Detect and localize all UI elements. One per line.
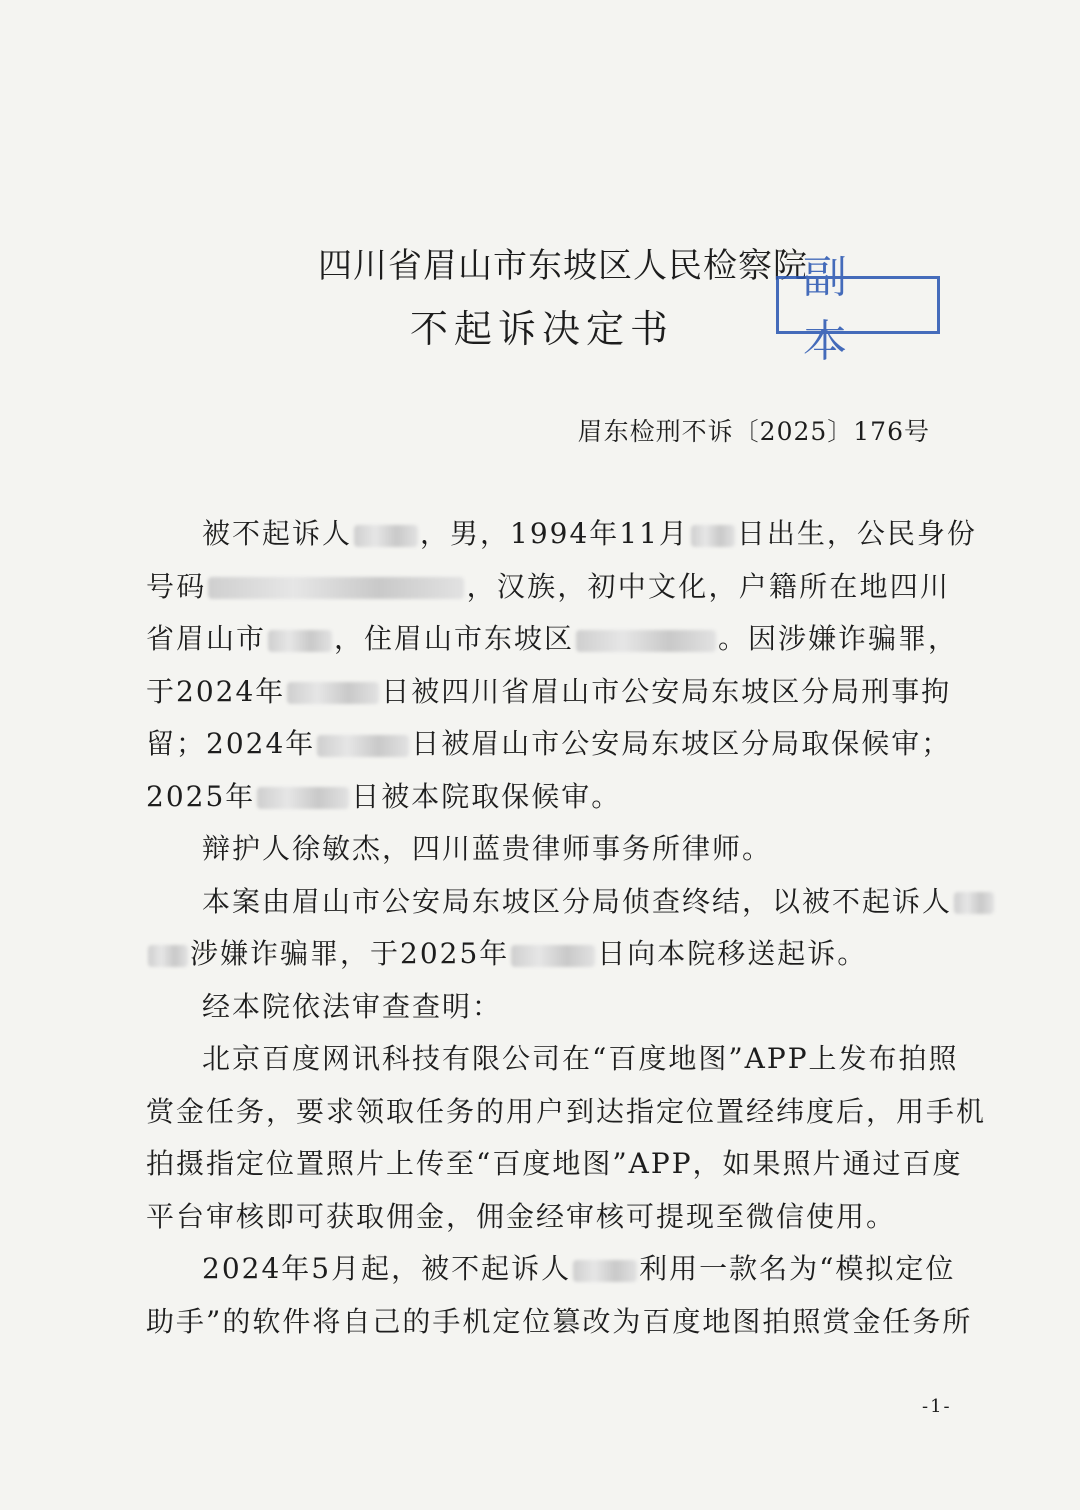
text-segment: 被不起诉人 <box>202 517 353 550</box>
text-line <box>146 613 959 666</box>
redacted-text <box>511 945 595 967</box>
text-line <box>146 823 950 876</box>
text-line <box>146 928 950 981</box>
redacted-text <box>257 787 349 809</box>
text-segment: ，男，1994年11月 <box>420 517 689 550</box>
document-body <box>146 508 987 1348</box>
text-segment: 2024年5月起，被不起诉人 <box>202 1252 572 1285</box>
text-segment: 日被四川省眉山市公安局东坡区分局刑事拘 <box>381 674 952 708</box>
text-segment: 日被眉山市公安局东坡区分局取保候审； <box>411 727 952 760</box>
redacted-text <box>287 682 379 704</box>
text-segment: 于2024年 <box>146 674 286 708</box>
text-line <box>146 981 950 1034</box>
text-line <box>146 561 950 614</box>
text-segment: 经本院依法审查查明： <box>202 989 503 1023</box>
paragraph <box>146 1243 973 1348</box>
text-segment: 号码 <box>146 569 207 603</box>
document-title: 不起诉决定书 <box>410 307 675 351</box>
text-segment: 本案由眉山市公安局东坡区分局侦查终结，以被不起诉人 <box>202 884 953 918</box>
redacted-text <box>691 525 735 547</box>
organization-title: 四川省眉山市东坡区人民检察院 <box>318 246 808 286</box>
text-segment: 利用一款名为“模拟定位 <box>639 1252 956 1285</box>
text-line <box>146 1191 950 1244</box>
redacted-text <box>268 630 332 652</box>
text-segment: 日被本院取保候审。 <box>351 779 622 813</box>
redacted-text <box>954 892 994 914</box>
text-segment: 日出生，公民身份 <box>736 517 977 550</box>
redacted-text <box>208 577 464 599</box>
document-number: 眉东检刑不诉〔2025〕176号 <box>577 417 930 446</box>
paragraph <box>146 876 953 981</box>
redacted-text <box>317 735 409 757</box>
text-line <box>146 666 950 719</box>
text-line <box>146 1086 987 1139</box>
text-line <box>146 1033 959 1086</box>
text-segment: 赏金任务，要求领取任务的用户到达指定位置经纬度后，用手机 <box>146 1094 987 1128</box>
text-segment: 北京百度网讯科技有限公司在“百度地图”APP上发布拍照 <box>202 1042 959 1075</box>
text-segment: 助手”的软件将自己的手机定位篡改为百度地图拍照赏金任务所 <box>146 1304 973 1338</box>
copy-stamp: 副本 <box>776 276 940 334</box>
paragraph <box>146 1033 987 1243</box>
text-segment: 留；2024年 <box>146 727 316 760</box>
redacted-text <box>148 945 188 967</box>
text-segment: 涉嫌诈骗罪，于2025年 <box>190 937 510 970</box>
text-segment: ，住眉山市东坡区 <box>334 622 575 655</box>
redacted-text <box>354 525 418 547</box>
redacted-text <box>573 1260 637 1282</box>
page-number: -1- <box>922 1396 952 1417</box>
redacted-text <box>576 630 716 652</box>
text-segment: 2025年 <box>146 779 256 813</box>
text-line <box>146 508 977 561</box>
text-line <box>146 718 950 771</box>
paragraph <box>146 823 950 876</box>
text-segment: ，汉族，初中文化，户籍所在地四川 <box>466 569 950 603</box>
paragraph <box>146 981 950 1034</box>
text-segment: 日向本院移送起诉。 <box>597 937 868 970</box>
text-line <box>146 876 953 929</box>
text-segment: 辩护人徐敏杰，四川蓝贵律师事务所律师。 <box>202 832 773 865</box>
text-line <box>146 1296 973 1349</box>
text-line <box>146 1243 956 1296</box>
text-line <box>146 771 950 824</box>
text-segment: 省眉山市 <box>146 622 267 655</box>
text-line <box>146 1138 963 1191</box>
text-segment: 。因涉嫌诈骗罪， <box>718 622 959 655</box>
text-segment: 平台审核即可获取佣金，佣金经审核可提现至微信使用。 <box>146 1199 897 1233</box>
text-segment: 拍摄指定位置照片上传至“百度地图”APP，如果照片通过百度 <box>146 1147 963 1180</box>
paragraph <box>146 508 977 823</box>
